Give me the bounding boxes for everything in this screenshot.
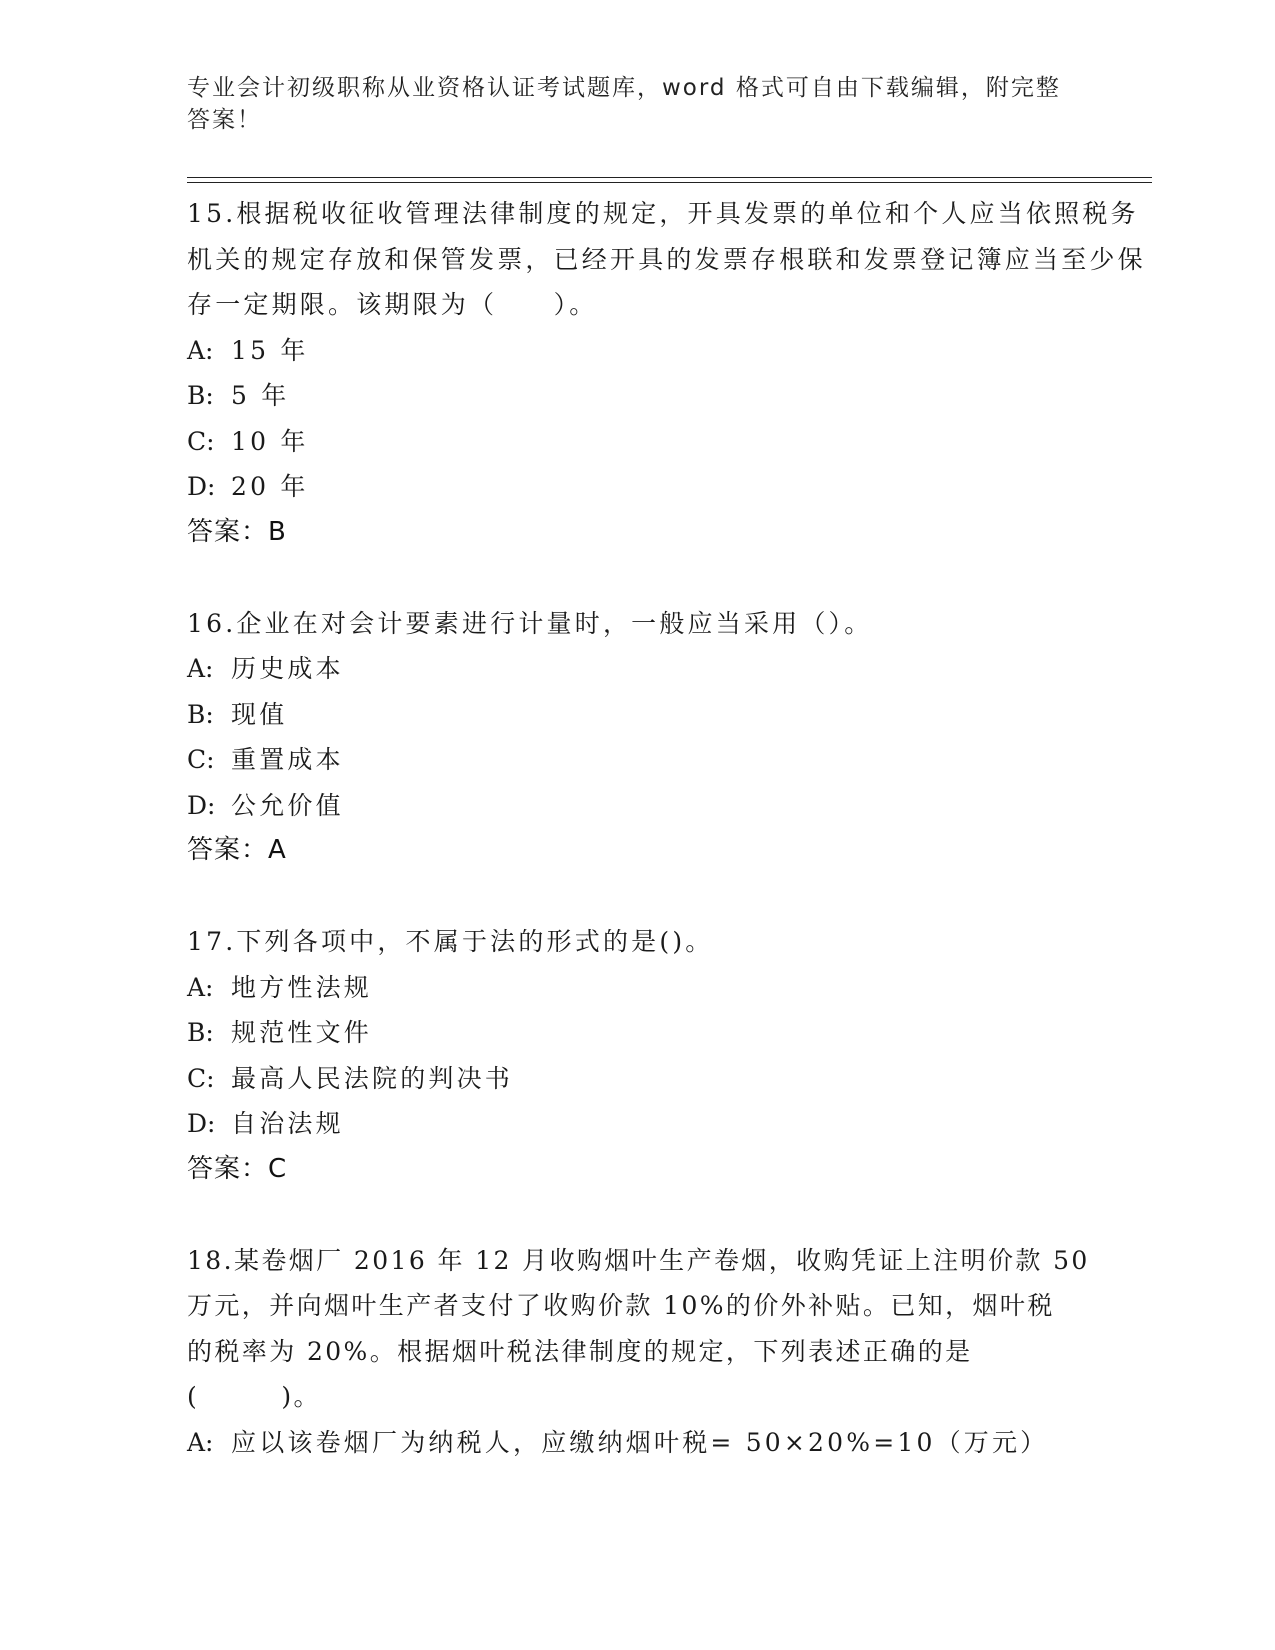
option-text: 历史成本 (231, 654, 344, 683)
option-letter: B: (187, 1018, 214, 1047)
option-b (187, 373, 1147, 419)
header-divider (187, 177, 1152, 183)
question-text: 16.企业在对会计要素进行计量时，一般应当采用（）。 (187, 608, 873, 638)
option-d (187, 464, 1147, 510)
question-text-line: 18.某卷烟厂 2016 年 12 月收购烟叶生产卷烟，收购凭证上注明价款 50 (187, 1245, 1090, 1275)
option-b (187, 1010, 1147, 1056)
option-letter: B: (187, 699, 214, 729)
option-letter: A: (187, 972, 214, 1002)
option-a (187, 328, 1147, 374)
question-15 (187, 191, 1147, 555)
option-text: 自治法规 (231, 1109, 344, 1138)
answer-label: 答案：A (187, 835, 287, 865)
question-text-line: 万元，并向烟叶生产者支付了收购价款 10%的价外补贴。已知，烟叶税 (187, 1291, 1055, 1320)
question-16 (187, 601, 1147, 874)
option-c (187, 1056, 1147, 1102)
option-letter: D: (187, 790, 216, 820)
spacer (187, 555, 1147, 601)
option-text: 地方性法规 (231, 972, 373, 1002)
question-list (187, 191, 1147, 1465)
option-text: 20 年 (231, 472, 309, 501)
spacer (187, 874, 1147, 920)
option-a (187, 646, 1147, 692)
option-text: 重置成本 (231, 745, 344, 774)
option-b (187, 692, 1147, 738)
option-letter: D: (187, 472, 216, 501)
question-18 (187, 1238, 1147, 1466)
option-text: 5 年 (231, 381, 290, 410)
option-d (187, 1101, 1147, 1147)
option-text: 10 年 (231, 426, 309, 456)
option-letter: A: (187, 335, 214, 365)
option-text: 现值 (231, 699, 288, 729)
option-c (187, 737, 1147, 783)
question-text-line: ( )。 (187, 1382, 321, 1411)
option-letter: C: (187, 745, 215, 774)
question-text: 17.下列各项中，不属于法的形式的是()。 (187, 927, 714, 956)
option-text: 应以该卷烟厂为纳税人，应缴纳烟叶税= 50×20%=10（万元） (231, 1427, 1049, 1457)
option-letter: C: (187, 426, 215, 456)
option-letter: A: (187, 654, 214, 683)
option-text: 规范性文件 (231, 1018, 373, 1047)
option-a (187, 1420, 1147, 1466)
option-letter: D: (187, 1109, 216, 1138)
question-17 (187, 919, 1147, 1192)
option-letter: A: (187, 1427, 214, 1457)
option-c (187, 419, 1147, 465)
option-text: 公允价值 (231, 790, 344, 820)
document-header: 专业会计初级职称从业资格认证考试题库，word 格式可自由下载编辑，附完整答案！ (187, 75, 1061, 133)
question-text: 15.根据税收征收管理法律制度的规定，开具发票的单位和个人应当依照税务机关的规定存放和保管发票，已经开具的发票存根联和发票登记簿应当至少保存一定期限。该期限为（ ）。 (187, 199, 1146, 319)
option-text: 15 年 (231, 335, 309, 365)
answer-label: 答案：B (187, 516, 287, 547)
option-letter: B: (187, 381, 214, 410)
option-text: 最高人民法院的判决书 (231, 1063, 514, 1093)
answer-label: 答案：C (187, 1153, 288, 1184)
option-letter: C: (187, 1063, 215, 1093)
option-d (187, 783, 1147, 829)
question-text-line: 的税率为 20%。根据烟叶税法律制度的规定，下列表述正确的是 (187, 1336, 973, 1366)
option-a (187, 965, 1147, 1011)
spacer (187, 1192, 1147, 1238)
